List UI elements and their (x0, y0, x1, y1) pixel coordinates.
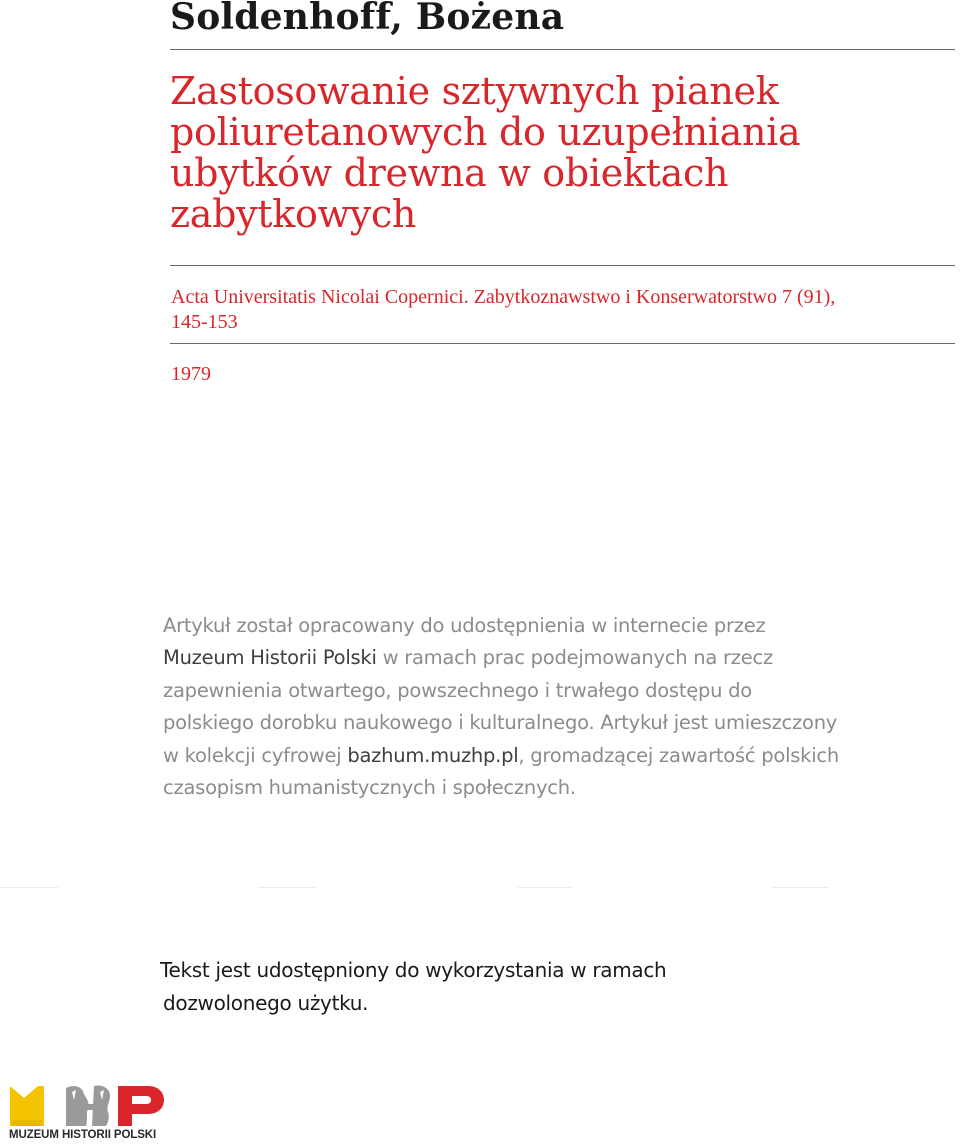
article-title (170, 71, 930, 235)
journal-citation (171, 285, 835, 335)
collection-link[interactable]: bazhum.muzhp.pl (347, 743, 519, 767)
note-line: Artykuł został opracowany do udostępnienia w internecie przez (163, 614, 766, 637)
note-line: polskiego dorobku naukowego i kulturalnego. Artykuł jest umieszczony (163, 711, 838, 735)
note-text: w kolekcji cyfrowej (163, 743, 348, 767)
faint-divider (518, 887, 571, 888)
logo-text: MUZEUM HISTORII POLSKI (9, 1129, 157, 1141)
publication-year: 1979 (171, 363, 211, 385)
journal-line: 145-153 (171, 311, 238, 333)
faint-divider (258, 887, 315, 888)
usage-line: Tekst jest udostępniony do wykorzystania w ramach (160, 958, 667, 982)
note-line: zapewnienia otwartego, powszechnego i trwałego dostępu do (163, 678, 752, 702)
note-text: , gromadzącej zawartość polskich (518, 743, 839, 767)
faint-divider (0, 887, 58, 888)
muzeum-historii-polski-logo-icon (8, 1080, 168, 1128)
note-line (163, 642, 923, 674)
note-line (163, 740, 923, 772)
title-line: Zastosowanie sztywnych pianek (170, 69, 779, 113)
usage-line: dozwolonego użytku. (163, 991, 369, 1015)
title-line: ubytków drewna w obiektach (170, 151, 729, 195)
museum-logo (8, 1080, 168, 1144)
divider-middle (170, 265, 955, 266)
divider-top (170, 49, 955, 50)
note-text: w ramach prac podejmowanych na rzecz (376, 646, 773, 670)
faint-divider (773, 887, 829, 888)
organization-name: Muzeum Historii Polski (163, 646, 377, 670)
note-line: czasopism humanistycznych i społecznych. (163, 776, 576, 800)
journal-line: Acta Universitatis Nicolai Copernici. Zabytkoznawstwo i Konserwatorstwo 7 (91), (171, 286, 836, 308)
author-name: Soldenhoff, Bożena (170, 0, 565, 38)
title-line: zabytkowych (170, 192, 417, 236)
divider-lower (170, 343, 955, 344)
availability-note (163, 610, 923, 804)
title-line: poliuretanowych do uzupełniania (170, 110, 801, 154)
usage-notice (160, 954, 760, 1020)
